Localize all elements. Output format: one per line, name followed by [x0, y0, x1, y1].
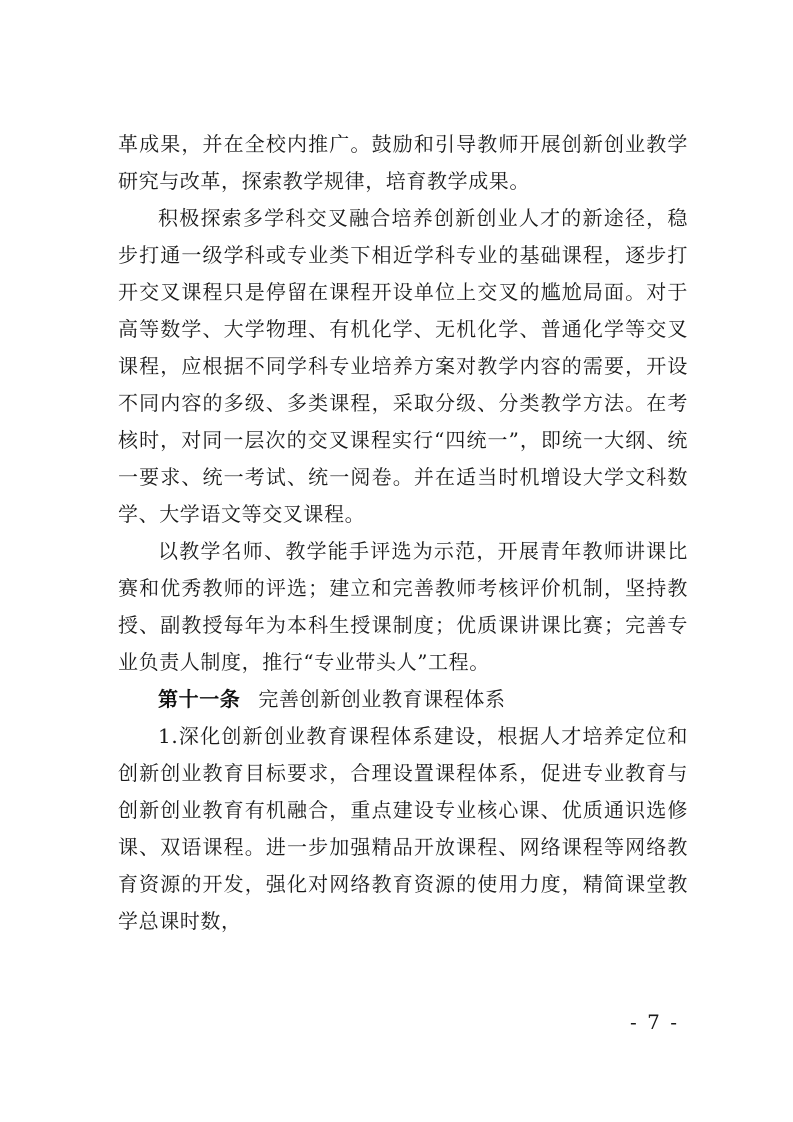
article-label: 第十一条 [158, 687, 241, 711]
article-title: 完善创新创业教育课程体系 [258, 687, 506, 711]
page-number: - 7 - [630, 1010, 679, 1034]
paragraph-interdisciplinary-courses: 积极探索多学科交叉融合培养创新创业人才的新途径，稳步打通一级学科或专业类下相近学科专业的基础课程，逐步打开交叉课程只是停留在课程开设单位上交叉的尴尬局面。对于高等数学、大学物理、有机化学、无机化学、普通化学等交叉课程，应根据不同学科专业培养方案对教学内容的需要，开设不同内容的多级、多类课程，采取分级、分类教学方法。在考核时，对同一层次的交叉课程实行“四统一”，即统一大纲、统一要求、统一考试、统一阅卷。并在适当时机增设大学文科数学、大学语文等交叉课程。 [118, 206, 688, 526]
paragraph-curriculum-system: 1.深化创新创业教育课程体系建设，根据人才培养定位和创新创业教育目标要求，合理设置课程体系，促进专业教育与创新创业教育有机融合，重点建设专业核心课、优质通识选修课、双语课程。进一步加强精品开放课程、网络课程等网络教育资源的开发，强化对网络教育资源的使用力度，精简课堂教学总课时数， [118, 724, 688, 933]
paragraph-continuation: 革成果，并在全校内推广。鼓励和引导教师开展创新创业教学研究与改革，探索教学规律，培育教学成果。 [118, 132, 688, 193]
paragraph-teacher-evaluation: 以教学名师、教学能手评选为示范，开展青年教师讲课比赛和优秀教师的评选；建立和完善教师考核评价机制，坚持教授、副教授每年为本科生授课制度；优质课讲课比赛；完善专业负责人制度，推行“专业带头人”工程。 [118, 539, 688, 674]
article-heading [118, 681, 688, 718]
document-body [118, 126, 688, 940]
